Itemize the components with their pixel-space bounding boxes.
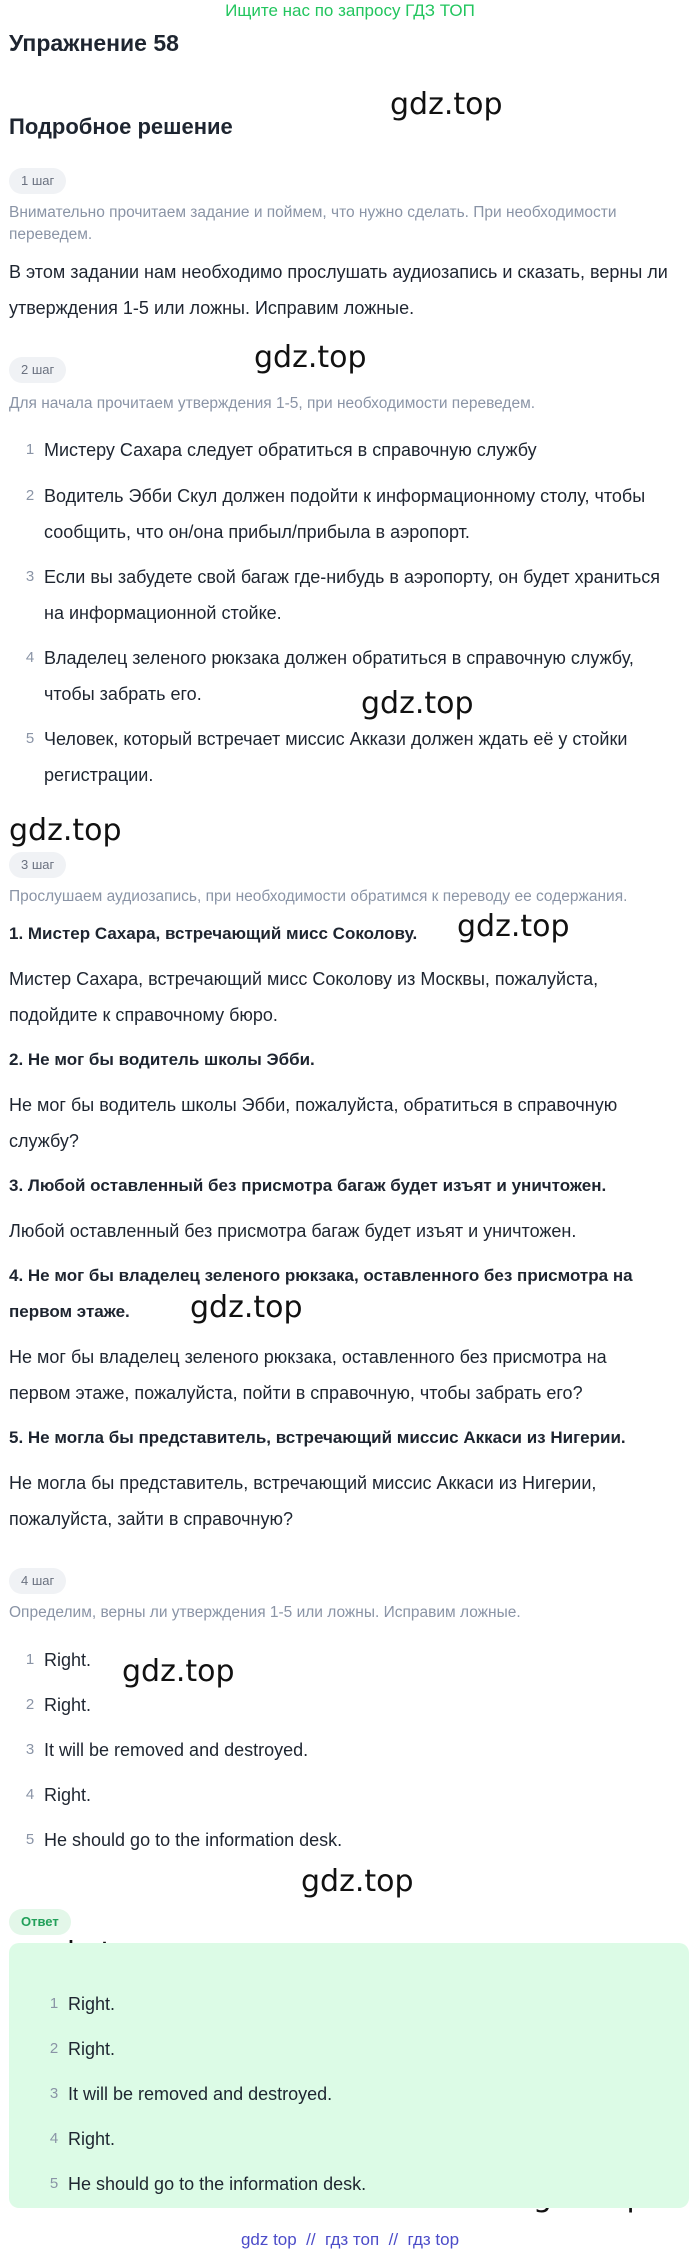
step-hint: Определим, верны ли утверждения 1-5 или ложны. Исправим ложные. <box>9 1604 521 1621</box>
watermark: gdz.top <box>390 87 503 122</box>
list-number: 5 <box>25 1831 35 1848</box>
list-item <box>16 1777 91 1813</box>
block-text: пожалуйста, зайти в справочную? <box>9 1509 293 1529</box>
block-heading: 2. Не мог бы водитель школы Эбби. <box>9 1050 315 1069</box>
step-hint: Внимательно прочитаем задание и поймем, что нужно сделать. При необходимости переведем. <box>9 204 617 243</box>
list-number: 2 <box>49 2040 59 2057</box>
list-number: 4 <box>25 649 35 666</box>
list-item <box>16 1822 342 1858</box>
list-item <box>16 559 660 595</box>
list-number: 4 <box>49 2130 59 2147</box>
block-text: Мистер Сахара, встречающий мисс Соколову из Москвы, пожалуйста, <box>9 969 599 989</box>
list-text: Right. <box>68 2129 116 2149</box>
answer-item <box>40 2166 366 2202</box>
list-text: Человек, который встречает миссис Аккази должен ждать её у стойки <box>44 729 628 749</box>
answer-item <box>40 1986 115 2022</box>
list-number: 3 <box>49 2085 59 2102</box>
list-text: He should go to the information desk. <box>44 1830 343 1850</box>
list-text: He should go to the information desk. <box>68 2174 367 2194</box>
list-number: 3 <box>25 1741 35 1758</box>
answer-item <box>40 2076 332 2112</box>
list-number: 3 <box>25 568 35 585</box>
list-text: Right. <box>68 2039 116 2059</box>
step-badge: 4 шаг <box>9 1568 66 1594</box>
answer-badge: Ответ <box>9 1909 71 1935</box>
block-text: службу? <box>9 1131 79 1151</box>
watermark: gdz.top <box>361 686 474 721</box>
list-number: 1 <box>25 441 35 458</box>
step-hint: Прослушаем аудиозапись, при необходимости обратимся к переводу ее содержания. <box>9 888 628 905</box>
list-number: 2 <box>25 1696 35 1713</box>
list-number: 2 <box>25 487 35 504</box>
watermark: gdz.top <box>254 340 367 375</box>
list-item <box>16 1642 91 1678</box>
list-number: 5 <box>25 730 35 747</box>
block-text: Не мог бы водитель школы Эбби, пожалуйста, обратиться в справочную <box>9 1095 618 1115</box>
watermark: gdz.top <box>301 1864 414 1899</box>
list-text: It will be removed and destroyed. <box>44 1740 309 1760</box>
list-item <box>16 1687 91 1723</box>
list-text: Водитель Эбби Скул должен подойти к информационному столу, чтобы <box>44 486 646 506</box>
list-item <box>16 432 537 468</box>
list-text: Right. <box>44 1695 92 1715</box>
block-heading: первом этаже. <box>9 1302 130 1321</box>
step-badge: 2 шаг <box>9 357 66 383</box>
block-heading: 3. Любой оставленный без присмотра багаж будет изъят и уничтожен. <box>9 1176 607 1195</box>
step-badge: 3 шаг <box>9 852 66 878</box>
list-text: It will be removed and destroyed. <box>68 2084 333 2104</box>
list-text-continued: на информационной стойке. <box>44 603 282 623</box>
block-heading: 1. Мистер Сахара, встречающий мисс Соколову. <box>9 924 418 943</box>
list-item <box>16 640 634 676</box>
step-hint: Для начала прочитаем утверждения 1-5, при необходимости переведем. <box>9 395 536 412</box>
watermark: gdz.top <box>190 1290 303 1325</box>
answer-item <box>40 2121 115 2157</box>
list-number: 4 <box>25 1786 35 1803</box>
block-text: первом этаже, пожалуйста, пойти в справочную, чтобы забрать его? <box>9 1383 583 1403</box>
list-text: Если вы забудете свой багаж где-нибудь в аэропорту, он будет храниться <box>44 567 661 587</box>
list-text: Right. <box>44 1650 92 1670</box>
list-item <box>16 1732 308 1768</box>
list-text-continued: чтобы забрать его. <box>44 684 202 704</box>
list-text: Владелец зеленого рюкзака должен обратиться в справочную службу, <box>44 648 634 668</box>
list-number: 1 <box>25 1651 35 1668</box>
list-text-continued: регистрации. <box>44 765 154 785</box>
block-text: Не мог бы владелец зеленого рюкзака, оставленного без присмотра на <box>9 1347 607 1367</box>
list-text: Right. <box>44 1785 92 1805</box>
search-banner[interactable]: Ищите нас по запросу ГДЗ ТОП <box>225 1 475 20</box>
step-badge: 1 шаг <box>9 168 66 194</box>
block-text: Не могла бы представитель, встречающий миссис Аккаси из Нигерии, <box>9 1473 597 1493</box>
watermark: gdz.top <box>122 1654 235 1689</box>
footer-links[interactable]: gdz top // гдз топ // гдз top <box>240 2230 460 2249</box>
list-number: 1 <box>49 1995 59 2012</box>
section-title: Подробное решение <box>9 114 233 139</box>
list-text: Right. <box>68 1994 116 2014</box>
block-heading: 5. Не могла бы представитель, встречающий миссис Аккаси из Нигерии. <box>9 1428 626 1447</box>
watermark: gdz.top <box>9 813 122 848</box>
answer-item <box>40 2031 115 2067</box>
step-text-line: утверждения 1-5 или ложны. Исправим ложные. <box>9 298 415 318</box>
list-text-continued: сообщить, что он/она прибыл/прибыла в аэропорт. <box>44 522 470 542</box>
block-text: Любой оставленный без присмотра багаж будет изъят и уничтожен. <box>9 1221 577 1241</box>
list-item <box>16 478 645 514</box>
list-item <box>16 721 627 757</box>
page-title: Упражнение 58 <box>9 30 179 56</box>
block-text: подойдите к справочному бюро. <box>9 1005 278 1025</box>
block-heading: 4. Не мог бы владелец зеленого рюкзака, оставленного без присмотра на <box>9 1266 633 1285</box>
step-text-line: В этом задании нам необходимо прослушать аудиозапись и сказать, верны ли <box>9 262 668 282</box>
watermark: gdz.top <box>457 909 570 944</box>
list-number: 5 <box>49 2175 59 2192</box>
list-text: Мистеру Сахара следует обратиться в справочную службу <box>44 440 537 460</box>
